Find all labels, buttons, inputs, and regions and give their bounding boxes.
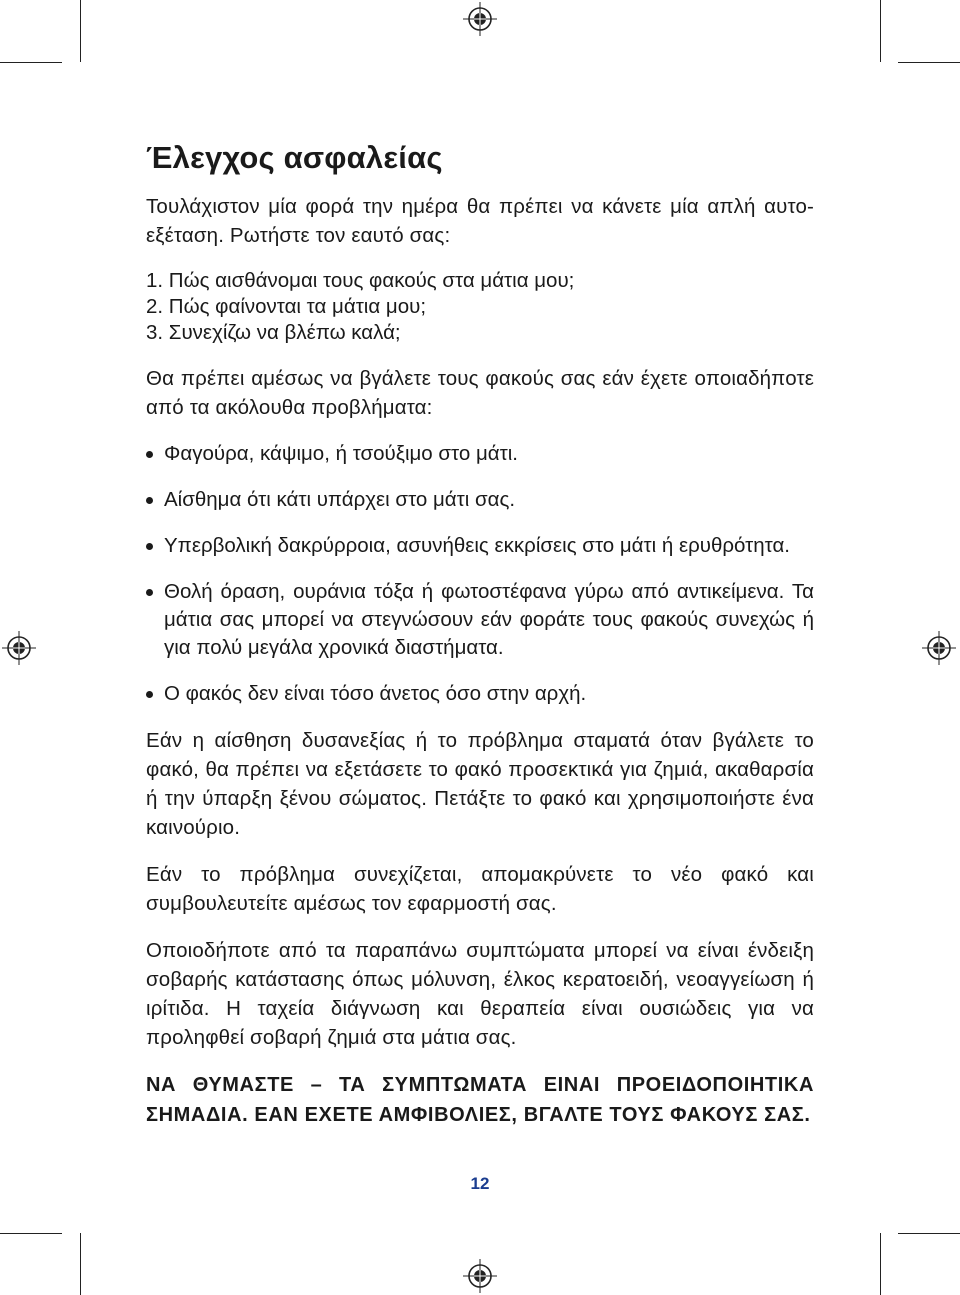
symptom-item: Θολή όραση, ουράνια τόξα ή φωτοστέφανα γύρω από αντικείμενα. Τα μάτια σας μπορεί να στεγνώσουν εάν φοράτε τους φακούς συνεχώς ή για πολύ μεγάλα χρονικά διαστήματα.	[146, 578, 814, 662]
crop-mark-bottom-left	[80, 1233, 81, 1295]
symptoms-list	[146, 440, 814, 708]
symptom-item: Υπερβολική δακρύρροια, ασυνήθεις εκκρίσεις στο μάτι ή ερυθρότητα.	[146, 532, 814, 560]
crop-mark-bottom-right-h	[898, 1233, 960, 1234]
persist-paragraph: Εάν το πρόβλημα συνεχίζεται, απομακρύνετε το νέο φακό και συμβουλευτείτε αμέσως τον εφαρμοστή σας.	[146, 863, 814, 915]
bullet-icon	[146, 543, 153, 550]
question-item: 1. Πώς αισθάνομαι τους φακούς στα μάτια μου;	[146, 269, 575, 292]
crop-mark-top-right-h	[898, 62, 960, 63]
question-item: 2. Πώς φαίνονται τα μάτια μου;	[146, 295, 427, 318]
discomfort-paragraph: Εάν η αίσθηση δυσανεξίας ή το πρόβλημα σταματά όταν βγάλετε το φακό, θα πρέπει να εξετάσετε το φακό προσεκτικά για ζημιά, ακαθαρσία ή την ύπαρξη ξένου σώματος. Πετάξτε το φακό και χρησιμοποιήστε ένα καινούριο.	[146, 729, 814, 839]
registration-mark-right-icon	[922, 631, 956, 665]
page-content	[146, 138, 814, 1130]
page-title: Έλεγχος ασφαλείας	[146, 140, 443, 175]
symptom-item: Ο φακός δεν είναι τόσο άνετος όσο στην αρχή.	[146, 680, 814, 708]
symptom-item: Αίσθημα ότι κάτι υπάρχει στο μάτι σας.	[146, 486, 814, 514]
warning-notice: ΝΑ ΘΥΜΑΣΤΕ – ΤΑ ΣΥΜΠΤΩΜΑΤΑ ΕΙΝΑΙ ΠΡΟΕΙΔΟΠΟΙΗΤΙΚΑ ΣΗΜΑΔΙΑ. ΕΑΝ ΕΧΕΤΕ ΑΜΦΙΒΟΛΙΕΣ, ΒΓΑΛΤΕ ΤΟΥΣ ΦΑΚΟΥΣ ΣΑΣ.	[146, 1074, 814, 1126]
remove-lenses-paragraph: Θα πρέπει αμέσως να βγάλετε τους φακούς σας εάν έχετε οποιαδήποτε από τα ακόλουθα προβλήματα:	[146, 367, 814, 419]
serious-condition-paragraph: Οποιοδήποτε από τα παραπάνω συμπτώματα μπορεί να είναι ένδειξη σοβαρής κατάστασης όπως μόλυνση, έλκος κερατοειδή, νεοαγγείωση ή ιρίτιδα. Η ταχεία διάγνωση και θεραπεία είναι ουσιώδεις για να προληφθεί σοβαρή ζημιά στα μάτια σας.	[146, 939, 814, 1049]
registration-mark-top-icon	[463, 2, 497, 36]
bullet-icon	[146, 589, 153, 596]
bullet-icon	[146, 451, 153, 458]
bullet-icon	[146, 691, 153, 698]
self-check-questions	[146, 268, 814, 346]
intro-paragraph: Τουλάχιστον μία φορά την ημέρα θα πρέπει να κάνετε μία απλή αυτο-εξέταση. Ρωτήστε τον εαυτό σας:	[146, 195, 814, 247]
crop-mark-top-right	[880, 0, 881, 62]
registration-mark-left-icon	[2, 631, 36, 665]
crop-mark-top-left-h	[0, 62, 62, 63]
page-number: 12	[470, 1174, 490, 1193]
crop-mark-bottom-right	[880, 1233, 881, 1295]
bullet-icon	[146, 497, 153, 504]
question-item: 3. Συνεχίζω να βλέπω καλά;	[146, 321, 401, 344]
registration-mark-bottom-icon	[463, 1259, 497, 1293]
symptom-item: Φαγούρα, κάψιμο, ή τσούξιμο στο μάτι.	[146, 440, 814, 468]
crop-mark-top-left	[80, 0, 81, 62]
crop-mark-bottom-left-h	[0, 1233, 62, 1234]
